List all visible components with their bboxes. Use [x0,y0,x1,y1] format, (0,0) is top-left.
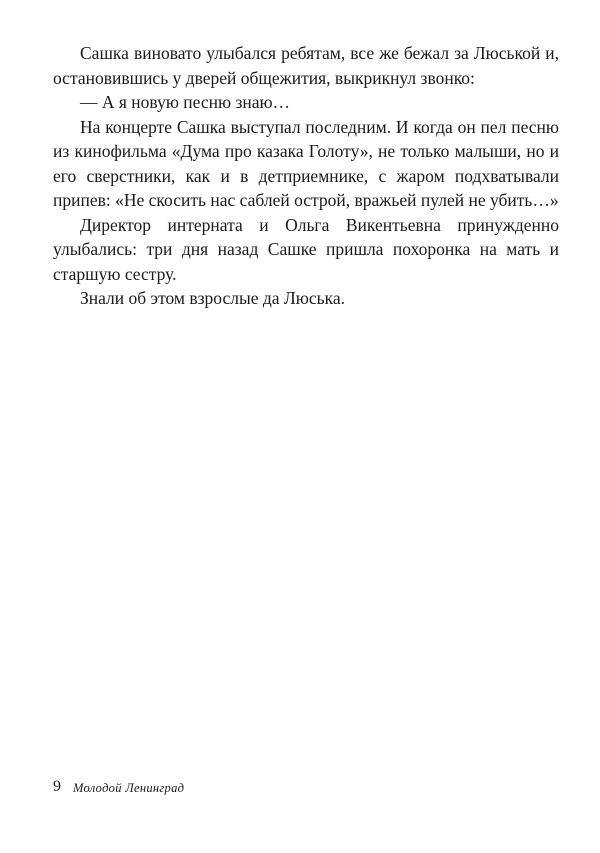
paragraph: — А я новую песню знаю… [80,92,291,112]
page-footer [53,778,353,798]
paragraph: Сашка виновато улыбался ребятам, все же бежал за Люськой и, остановившись у дверей общежития, выкрикнул звонко: [53,43,559,88]
running-title: Молодой Ленинград [73,781,185,795]
paragraph: Знали об этом взрослые да Люська. [80,288,345,308]
paragraph: На концерте Сашка выступал последним. И когда он пел песню из кинофильма «Дума про казака Голоту», не только малыши, но и его сверстники, как и в детприемнике, с жаром подхватывали припев: «Не скосить нас саблей острой, вражьей пулей не убить…» [53,116,559,210]
page-number: 9 [53,778,61,795]
body-text [53,41,559,311]
paragraph: Директор интерната и Ольга Викентьевна принужденно улыбались: три дня назад Сашке пришла похоронка на мать и старшую сестру. [53,214,559,284]
